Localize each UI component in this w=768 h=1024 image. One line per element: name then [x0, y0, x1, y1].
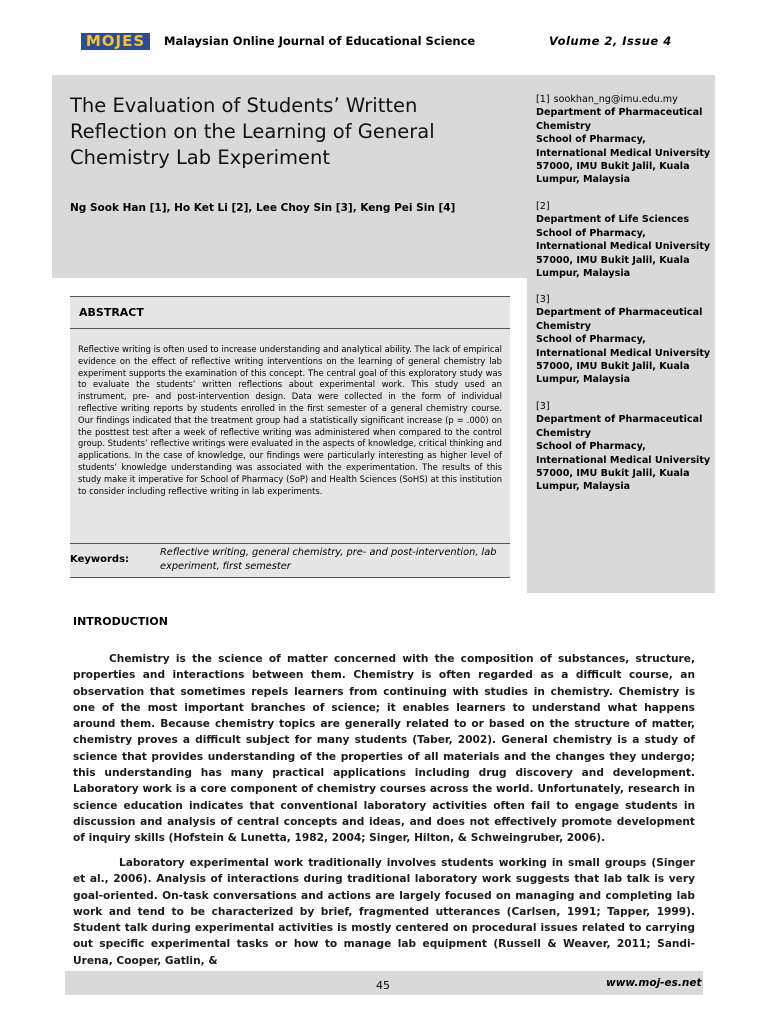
affiliation-address: 57000, IMU Bukit Jalil, Kuala Lumpur, Malaysia: [536, 468, 690, 493]
abstract-header: [70, 296, 510, 329]
paper-authors: Ng Sook Han [1], Ho Ket Li [2], Lee Choy Sin [3], Keng Pei Sin [4]: [70, 202, 456, 214]
affiliation-school: School of Pharmacy, International Medical University: [536, 227, 711, 253]
affiliation-ref: [3]: [536, 294, 550, 305]
affiliation-address: 57000, IMU Bukit Jalil, Kuala Lumpur, Malaysia: [536, 161, 690, 186]
affiliation-dept: Department of Pharmaceutical Chemistry: [536, 307, 703, 332]
journal-name: Malaysian Online Journal of Educational Science: [164, 34, 476, 48]
footer-website[interactable]: www.moj-es.net: [606, 977, 702, 989]
paper-title: The Evaluation of Students’ Written Reflection on the Learning of General Chemistry Lab Experiment: [70, 94, 435, 169]
affiliation-4: [536, 400, 711, 494]
body-paragraph: Chemistry is the science of matter concerned with the composition of substances, structure, properties and interactions between them. Chemistry is often regarded as a difficult course, an observation that sometimes repels learners from continuing with studies in chemistry. Chemistry is one of the most important branches of science; it enables learners to understand what happens around them. Because chemistry topics are generally related to or based on the structure of matter, chemistry proves a difficult subject for many students (Taber, 2002). General chemistry is a study of science that provides understanding of the properties of all materials and the changes they undergo; this understanding has many practical applications including drug discovery and development. Laboratory work is a core component of chemistry courses across the world. Unfortunately, research in science education indicates that conventional laboratory activities often fail to engage students in discussion and analysis of central concepts and ideas, and does not effectively promote development of inquiry skills (Hofstein & Lunetta, 1982, 2004; Singer, Hilton, & Schweingruber, 2006).: [73, 653, 695, 845]
abstract-heading: ABSTRACT: [79, 306, 144, 319]
body-paragraph: Laboratory experimental work traditionally involves students working in small groups (Singer et al., 2006). Analysis of interactions during traditional laboratory work suggests that lab talk is very goal-oriented. On-task conversations and actions are largely focused on managing and completing lab work and tend to be characterized by brief, fragmented utterances (Carlsen, 1991; Tapper, 1999). Student talk during experimental activities is mostly centered on procedural issues related to carrying out specific experimental tasks or how to manage lab equipment (Russell & Weaver, 2011; Sandi-Urena, Cooper, Gatlin, &: [73, 857, 695, 967]
affiliation-dept: Department of Life Sciences: [536, 214, 690, 226]
keywords-value: Reflective writing, general chemistry, pre- and post-intervention, lab experiment, first semester: [160, 547, 497, 572]
affiliation-2: [536, 200, 711, 280]
affiliation-school: School of Pharmacy, International Medical University: [536, 334, 711, 359]
affiliation-address: 57000, IMU Bukit Jalil, Kuala Lumpur, Malaysia: [536, 361, 690, 386]
keywords-label: Keywords:: [70, 554, 130, 565]
affiliation-ref: [3]: [536, 401, 550, 412]
journal-logo: MOJES: [81, 33, 150, 50]
abstract-text: Reflective writing is often used to increase understanding and analytical ability. The lack of empirical evidence on the effect of reflective writing interventions on the learning of general chemistry lab experiment supports the examination of this concept. The central goal of this exploratory study was to evaluate the students’ written reflections about experimental work. This study used an instrument, pre- and post-intervention design. Data were collected in the form of individual reflective writing reports by students enrolled in the first semester of a general chemistry course. Our findings indicated that the treatment group had a statistically significant increase (p = .000) on the posttest test after a week of reflective writing was administered when compared to the control group. Students’ reflective writings were evaluated in the aspects of knowledge, critical thinking and applications. In the case of knowledge, our findings were particularly interesting as higher level of students’ knowledge understanding was associated with the experimentation. The results of this study make it imperative for School of Pharmacy (SoP) and Health Sciences (SoHS) at this institution to consider including reflective writing in lab experiments.: [78, 344, 502, 496]
affiliation-1: [536, 93, 711, 187]
author-email: sookhan_ng@imu.edu.my: [553, 94, 678, 105]
affiliation-dept: Department of Pharmaceutical Chemistry: [536, 107, 703, 132]
affiliation-school: School of Pharmacy, International Medical University: [536, 134, 711, 159]
section-heading: INTRODUCTION: [73, 615, 168, 628]
affiliation-ref: [1]: [536, 94, 550, 105]
affiliation-address: 57000, IMU Bukit Jalil, Kuala Lumpur, Malaysia: [536, 254, 690, 280]
affiliation-ref: [2]: [536, 201, 550, 212]
volume-issue: Volume 2, Issue 4: [549, 34, 672, 48]
page-number: 45: [376, 979, 390, 992]
affiliation-school: School of Pharmacy, International Medical University: [536, 441, 711, 466]
affiliation-3: [536, 293, 711, 387]
affiliation-dept: Department of Pharmaceutical Chemistry: [536, 414, 703, 439]
